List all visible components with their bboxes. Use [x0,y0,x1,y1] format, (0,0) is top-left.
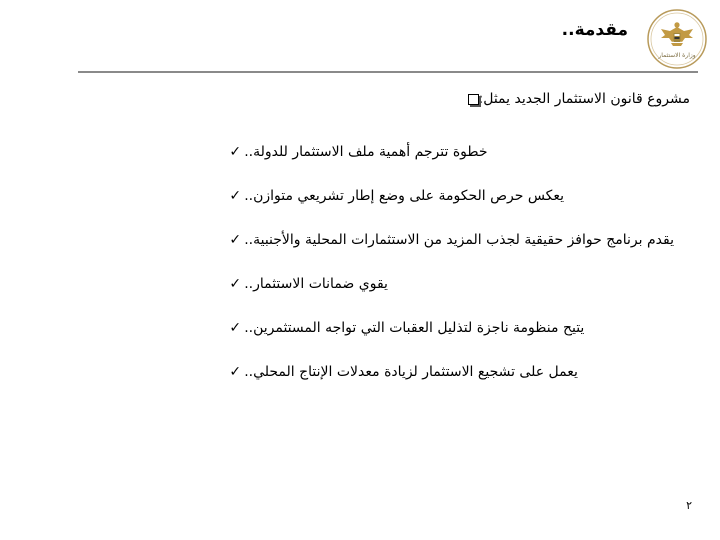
check-icon: ✓ [229,320,242,336]
list-item [216,362,674,382]
page-number: ٢ [686,499,692,512]
check-icon: ✓ [229,144,242,160]
list-item [216,230,674,250]
list-item [216,186,674,206]
list-item-text: يعكس حرص الحكومة على وضع إطار تشريعي متوازن.. [244,188,565,204]
list-item-text: يعمل على تشجيع الاستثمار لزيادة معدلات الإنتاج المحلي.. [244,364,578,380]
check-icon: ✓ [229,232,242,248]
list-item-text: يتيح منظومة ناجزة لتذليل العقبات التي تواجه المستثمرين.. [244,320,585,336]
ministry-logo [646,8,708,70]
logo-caption: وزارة الاستثمار [658,52,696,59]
section-heading-text: مشروع قانون الاستثمار الجديد يمثل: [478,91,690,107]
bullet-list [216,142,674,406]
list-item-text: خطوة تترجم أهمية ملف الاستثمار للدولة.. [244,144,488,160]
list-item [216,318,674,338]
list-item-text: يقوي ضمانات الاستثمار.. [244,276,388,292]
list-item [216,142,674,162]
page-title: مقدمة.. [561,20,628,40]
header-divider [78,71,698,73]
list-item-text: يقدم برنامج حوافز حقيقية لجذب المزيد من الاستثمارات المحلية والأجنبية.. [244,232,674,248]
check-icon: ✓ [229,364,242,380]
list-item [216,274,674,294]
check-icon: ✓ [229,188,242,204]
section-heading [458,91,691,107]
check-icon: ✓ [229,276,242,292]
square-bullet-icon [468,94,479,105]
